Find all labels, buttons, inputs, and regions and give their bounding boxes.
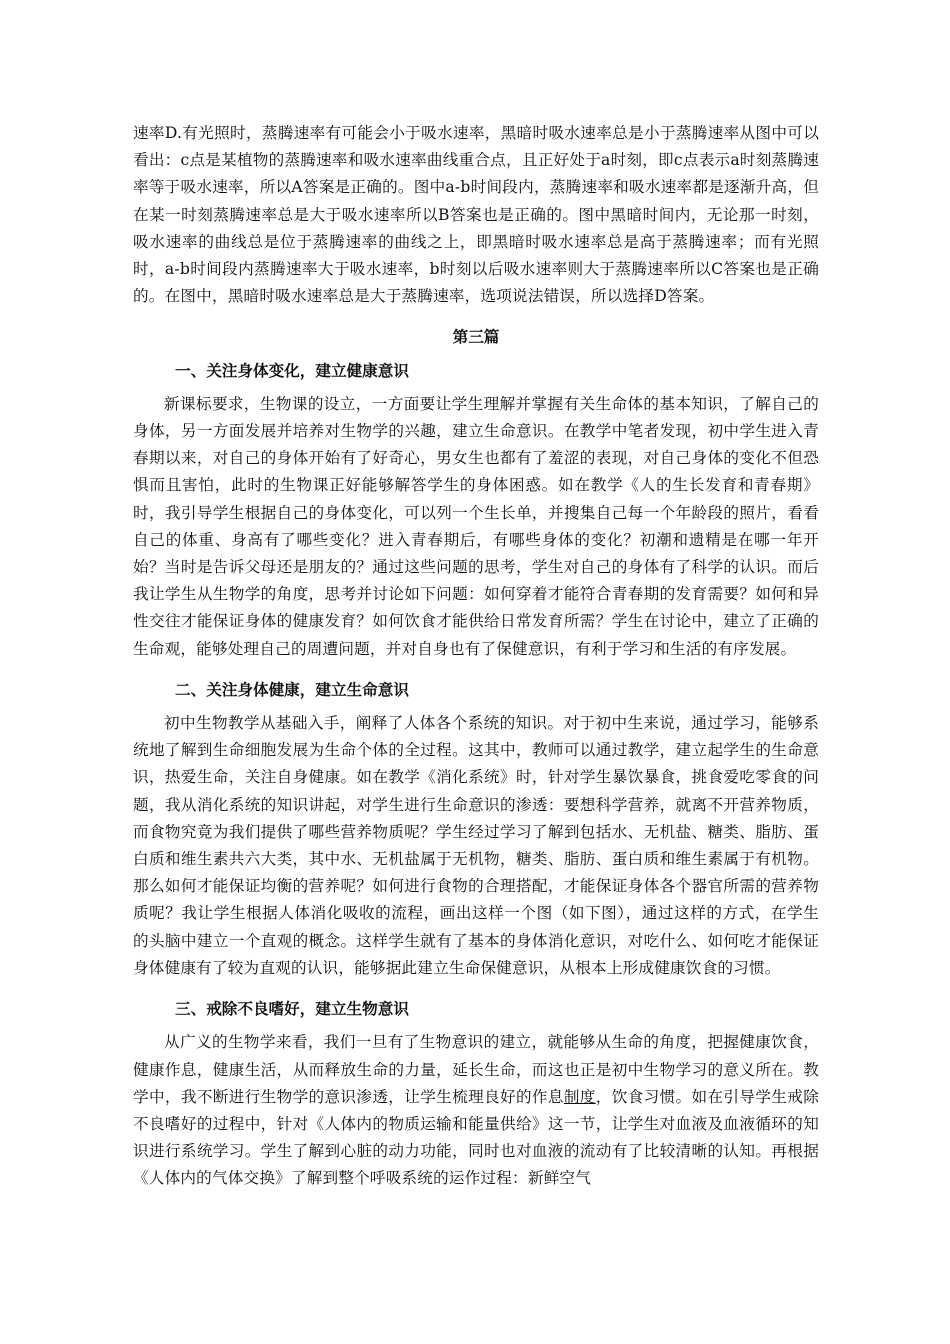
section-body-3: [133, 1029, 819, 1192]
section-body-3-part-1: 从广义的生物学来看，我们一旦有了生物意识的建立，就能够从生命的角度，把握健康饮食，健康作息，健康生活，从而释放生命的力量，延长生命，而这也正是初中生物学习的意义所在。教学中，我不断进行生物学的意识渗透，让学生梳理良好的作息: [133, 1033, 819, 1106]
section-heading-3: 三、戒除不良嗜好，建立生物意识: [175, 1000, 409, 1019]
section-heading-2: 二、关注身体健康，建立生命意识: [175, 680, 409, 699]
section-body-2: 初中生物教学从基础入手，阐释了人体各个系统的知识。对于初中生来说，通过学习，能够系统地了解到生命细胞发展为生命个体的全过程。这其中，教师可以通过教学，建立起学生的生命意识，热爱生命，关注自身健康。如在教学《消化系统》时，针对学生暴饮暴食，挑食爱吃零食的问题，我从消化系统的知识讲起，对学生进行生命意识的渗透：要想科学营养，就离不开营养物质，而食物究竟为我们提供了哪些营养物质呢？学生经过学习了解到包括水、无机盐、糖类、脂肪、蛋白质和维生素共六大类，其中水、无机盐属于无机物，糖类、脂肪、蛋白质和维生素属于有机物。那么如何才能保证均衡的营养呢？如何进行食物的合理搭配，才能保证身体各个器官所需的营养物质呢？我让学生根据人体消化吸收的流程，画出这样一个图（如下图），通过这样的方式，在学生的头脑中建立一个直观的概念。这样学生就有了基本的身体消化意识，对吃什么、如何吃才能保证身体健康有了较为直观的认识，能够据此建立生命保健意识，从根本上形成健康饮食的习惯。: [133, 714, 819, 977]
intro-paragraph: 速率D.有光照时，蒸腾速率有可能会小于吸水速率，黑暗时吸水速率总是小于蒸腾速率从图中可以看出：c点是某植物的蒸腾速率和吸水速率曲线重合点，且正好处于a时刻，即c点表示a时刻蒸腾速率等于吸水速率，所以A答案是正确的。图中a-b时间段内，蒸腾速率和吸水速率都是逐渐升高，但在某一时刻蒸腾速率总是大于吸水速率所以B答案也是正确的。图中黑暗时间内，无论那一时刻，吸水速率的曲线总是位于蒸腾速率的曲线之上，即黑暗时吸水速率总是高于蒸腾速率；而有光照时，a-b时间段内蒸腾速率大于吸水速率，b时刻以后吸水速率则大于蒸腾速率所以C答案也是正确的。在图中，黑暗时吸水速率总是大于蒸腾速率，选项说法错误，所以选择D答案。: [133, 124, 819, 306]
zhidu-link[interactable]: 制度: [563, 1087, 596, 1106]
section-body-1: 新课标要求，生物课的设立，一方面要让学生理解并掌握有关生命体的基本知识，了解自己的身体，另一方面发展并培养对生物学的兴趣，建立生命意识。在教学中笔者发现，初中学生进入青春期以来，对自己的身体开始有了好奇心，男女生也都有了羞涩的表现，对自己身体的变化不但恐惧而且害怕，此时的生物课正好能够解答学生的身体困惑。如在教学《人的生长发育和青春期》时，我引导学生根据自己的身体变化，可以列一个生长单，并搜集自己每一个年龄段的照片，看看自己的体重、身高有了哪些变化？进入青春期后，有哪些身体的变化？初潮和遗精是在哪一年开始？当时是告诉父母还是朋友的？通过这些问题的思考，学生对自己的身体有了科学的认识。而后我让学生从生物学的角度，思考并讨论如下问题：如何穿着才能符合青春期的发育需要？如何和异性交往才能保证身体的健康发育？如何饮食才能供给日常发育所需？学生在讨论中，建立了正确的生命观，能够处理自己的周遭问题，并对自身也有了保健意识，有利于学习和生活的有序发展。: [133, 394, 819, 658]
document-page: [133, 120, 819, 1193]
section-body-3-part-2: ，饮食习惯。如在引导学生戒除不良嗜好的过程中，针对《人体内的物质运输和能量供给》这一节，让学生对血液及血液循环的知识进行系统学习。学生了解到心脏的动力功能，同时也对血液的流动有了比较清晰的认知。再根据《人体内的气体交换》了解到整个呼吸系统的运作过程：新鲜空气: [133, 1087, 819, 1188]
chapter-title: 第三篇: [452, 328, 500, 347]
section-heading-1: 一、关注身体变化，建立健康意识: [175, 361, 409, 380]
